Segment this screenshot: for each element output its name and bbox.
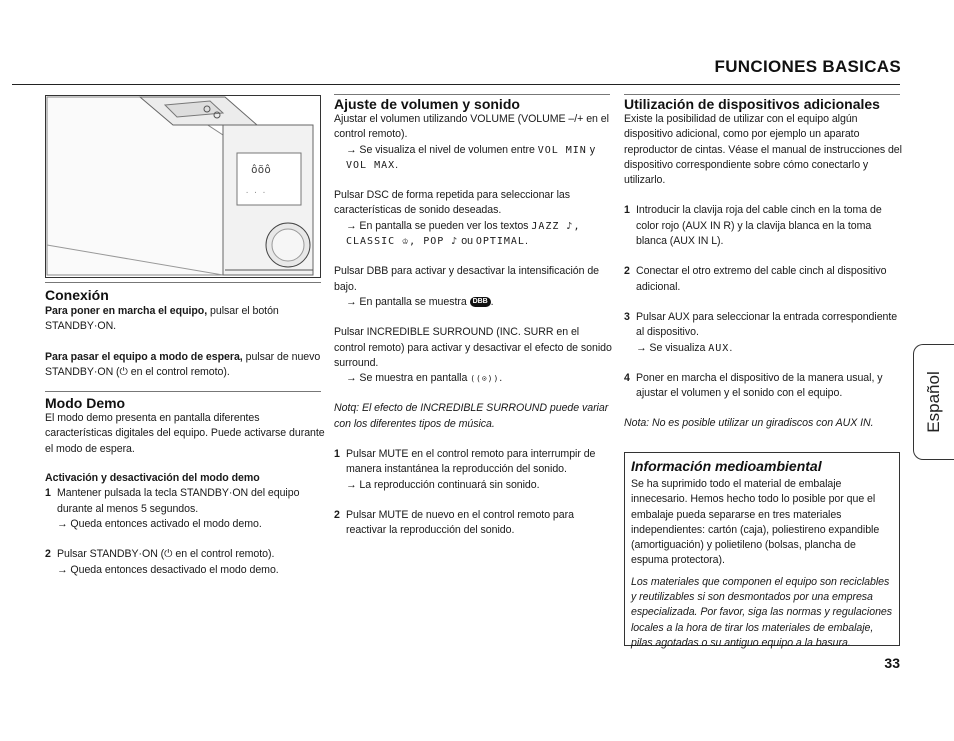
surround-icon: ((⊙)) <box>470 374 500 384</box>
col2-rule <box>334 94 610 95</box>
col1-rule-2 <box>45 391 321 392</box>
mute-step-1: 1 Pulsar MUTE en el control remoto para interrumpir de manera instantánea la reproducción del sonido. <box>334 448 596 476</box>
aux-step-2: 2 Conectar el otro extremo del cable cinch al dispositivo adicional. <box>624 265 887 293</box>
mute-step-2: 2 Pulsar MUTE de nuevo en el control remoto para reactivar la reproducción del sonido. <box>334 508 574 537</box>
environment-box <box>624 452 900 649</box>
page-number: 33 <box>884 655 900 671</box>
device-illustration <box>45 95 321 278</box>
demo-step-1-result: → Queda entonces activado el modo demo. <box>57 517 262 530</box>
language-tab <box>913 344 954 460</box>
col3-rule <box>624 94 900 95</box>
demo-subtitle: Activación y desactivación del modo demo <box>45 472 260 485</box>
aux-note: Nota: No es posible utilizar un giradiscos con AUX IN. <box>624 417 874 430</box>
volume-paragraph: Ajustar el volumen utilizando VOLUME (VOLUME –/+ en el control remoto). <box>334 113 609 141</box>
environment-p1: Se ha suprimido todo el material de embalaje innecesario. Hemos hecho todo lo posible por que el embalaje pueda separarse en tres materiales independientes: cartón (caja), poliestireno expandible (amortiguación) y polietileno (bolsas, plancha de espuma protectora). <box>631 478 880 567</box>
col1-rule-1 <box>45 282 321 283</box>
dbb-paragraph: Pulsar DBB para activar y desactivar la intensificación de bajo. <box>334 265 600 293</box>
page-title: FUNCIONES BASICAS <box>714 57 901 76</box>
conexion-title: Conexión <box>45 287 109 303</box>
dbb-result: → En pantalla se muestra DBB . <box>346 295 494 308</box>
surround-result: → Se muestra en pantalla ((⊙)). <box>346 372 503 385</box>
column-1 <box>45 287 327 578</box>
dsc-paragraph: Pulsar DSC de forma repetida para seleccionar las características de sonido deseadas. <box>334 189 571 217</box>
svg-text:· · ·: · · · <box>245 189 267 197</box>
language-tab-label: Español <box>924 371 943 433</box>
volume-result: → Se visualiza el nivel de volumen entre VOL MIN y VOL MAX. <box>346 143 595 171</box>
environment-p2: Los materiales que componen el equipo son reciclables y reutilizables si son desmontados por una empresa especializada. Por favor, siga las normas y regulaciones locales a la hora de tirar los materiales de embalaje, pilas agotadas o su antiguo equipo a la basura. <box>631 575 893 649</box>
demo-title: Modo Demo <box>45 395 126 412</box>
conexion-p2: Para pasar el equipo a modo de espera, pulsar de nuevo STANDBY·ON (⏻ en el control remoto). <box>45 350 321 378</box>
demo-step-2-result: → Queda entonces desactivado el modo demo. <box>57 563 279 576</box>
demo-step-2: 2 Pulsar STANDBY·ON (⏻ en el control remoto). <box>45 548 275 561</box>
surround-note: Notq: El efecto de INCREDIBLE SURROUND puede variar con los diferentes tipos de música. <box>334 402 609 430</box>
dbb-icon: DBB <box>470 297 491 307</box>
conexion-p1: Para poner en marcha el equipo, pulsar el botón STANDBY·ON. <box>45 305 279 333</box>
aux-title: Utilización de dispositivos adicionales <box>624 96 880 112</box>
aux-intro: Existe la posibilidad de utilizar con el equipo algún dispositivo adicional, como por ejemplo un aparato reproductor de cintas. Véase el manual de instrucciones del dispositivo correspondiente sobre cómo conectarlo y utilizarlo. <box>624 113 902 187</box>
dsc-result: → En pantalla se pueden ver los textos JAZZ ♪, CLASSIC ♔, POP ♪ ou OPTIMAL. <box>346 219 581 248</box>
volume-title: Ajuste de volumen y sonido <box>334 96 520 112</box>
mute-step-1-result: → La reproducción continuará sin sonido. <box>346 478 540 491</box>
surround-paragraph: Pulsar INCREDIBLE SURROUND (INC. SURR en el control remoto) para activar y desactivar el efecto de sonido surround. <box>334 326 612 369</box>
svg-text:ôõô: ôõô <box>251 163 271 176</box>
aux-step-3-result: → Se visualiza AUX. <box>636 341 733 354</box>
aux-step-4: 4 Poner en marcha el dispositivo de la manera usual, y ajustar el volumen y el sonido con el equipo. <box>624 371 883 400</box>
demo-intro: El modo demo presenta en pantalla diferentes características digitales del equipo. Puede activarse durante el modo de espera. <box>45 412 325 455</box>
aux-step-3: 3 Pulsar AUX para seleccionar la entrada correspondiente al dispositivo. <box>624 310 898 339</box>
column-3 <box>624 96 902 432</box>
demo-step-1: 1 Mantener pulsada la tecla STANDBY·ON del equipo durante al menos 5 segundos. <box>45 487 300 515</box>
aux-step-1: 1 Introducir la clavija roja del cable cinch en la toma de color rojo (AUX IN R) y la clavija blanca en la toma blanca (AUX IN L). <box>624 204 882 248</box>
column-2 <box>334 96 612 539</box>
header-rule <box>12 84 900 85</box>
environment-title: Información medioambiental <box>631 458 822 474</box>
